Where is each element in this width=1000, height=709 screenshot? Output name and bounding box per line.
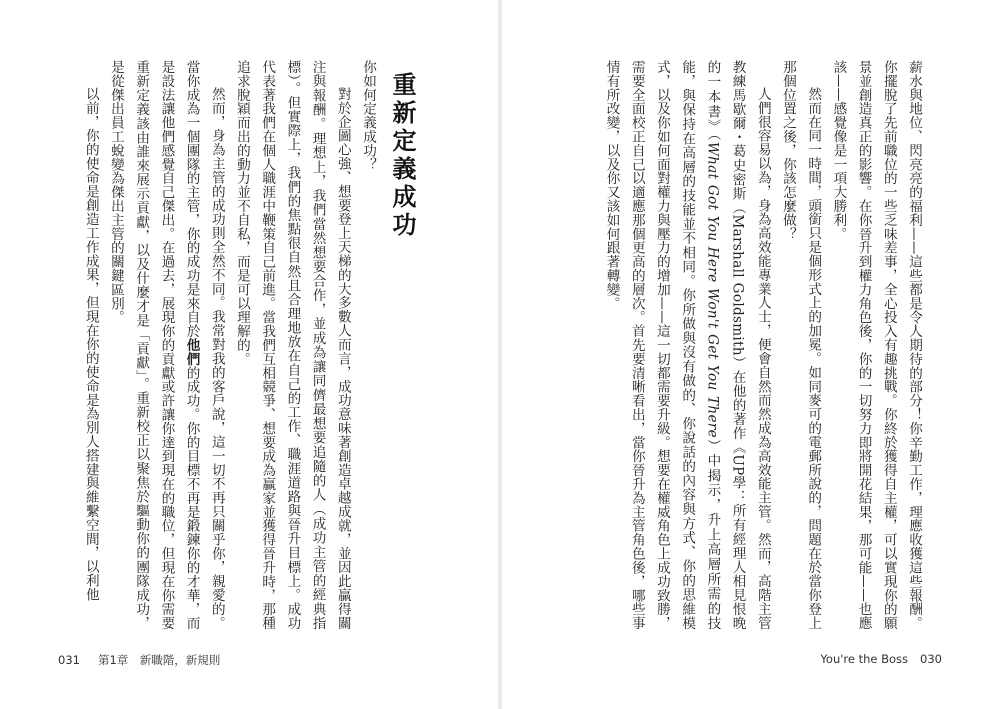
body-paragraph-3: 以前，你的使命是創造工作成果，但現在你的使命是為別人搭建與維繫空間，以利他 (82, 87, 99, 602)
left-page-body (78, 60, 380, 630)
book-title-italic: What Got You Here Won't Get You There (704, 141, 721, 438)
left-page-footer (58, 652, 220, 668)
right-page-body (604, 60, 926, 630)
page-number: 030 (920, 652, 942, 666)
body-paragraph-2: 然而在同一時間，頭銜只是個形式上的加冕。如同麥可的電郵所說的，問題在於當你登上那個位置之後，你該怎麼做？ (779, 60, 822, 630)
question-paragraph: 你如何定義成功？ (360, 60, 376, 172)
body-paragraph-1: 薪水與地位、閃亮亮的福利——這些都是令人期待的部分！你辛勤工作，理應收獲這些報酬。你擺脫了先前職位的一些乏味差事，全心投入有趣挑戰。你終於獲得自主權，可以實現你的願景並創造真正的影響。在你晉升到權力角色後，你的一切努力即將開花結果，那可能——也應該——感覺像是一項大勝利。 (830, 60, 922, 630)
body-paragraph-2: 然而，身為主管的成功則全然不同。我常對我的客戶說，這一切不再只關乎你，親愛的。當你成為一個團隊的主管，你的成功是來自於他們的成功。你的目標不再是鍛鍊你的才華，而是設法讓他們感覺自己傑出。在過去，展現你的貢獻或許讓你達到現在的職位，但現在你需要重新定義該由誰來展示貢獻，以及什麼才是「貢獻」。重新校正以聚焦於驅動你的團隊成功，是從傑出員工蛻變為傑出主管的關鍵區別。 (107, 60, 225, 630)
running-head: You're the Boss (820, 652, 909, 666)
running-head: 第1章 新職階，新規則 (97, 653, 221, 667)
body-paragraph-1: 對於企圖心強、想要登上天梯的大多數人而言，成功意味著創造卓越成就，並因此贏得關注與報酬。理想上，我們當然想要合作，並成為讓同儕最想要追隨的人（成功主管的經典指標）。但實際上，我們的焦點很自然且合理地放在自己的工作、職涯道路與晉升目標上。成功代表著我們在個人職涯中鞭策自己前進。當我們互相競爭、想要成為贏家並獲得晉升時，那種追求脫穎而出的動力並不自私，而是可以理解的。 (233, 60, 351, 630)
emphasis-bold: 他們 (183, 338, 200, 366)
page-number: 031 (58, 653, 80, 667)
right-page-footer (820, 652, 942, 666)
right-page (500, 0, 1000, 709)
body-paragraph-3: 人們很容易以為，身為高效能專業人士，便會自然而然成為高效能主管。然而，高階主管教練馬歇爾・葛史密斯（Marshall Goldsmith）在他的著作《UP學：所有經理人相見恨晚的一本書》（What Got You Here Won't Get You There）中揭示，升上高層所需的技能，與保持在高層的技能並不相同。你所做與沒有做的、你說話的內容與方式、你的思維模式，以及你如何面對權力與壓力的增加——這一切都需要升級。想要在權威角色上成功致勝，需要全面校正自己以適應那個更高的層次。首先要清晰看出，當你晉升為主管角色後，哪些事情有所改變，以及你又該如何跟著轉變。 (603, 60, 771, 631)
section-heading: 重新定義成功 (388, 72, 416, 240)
